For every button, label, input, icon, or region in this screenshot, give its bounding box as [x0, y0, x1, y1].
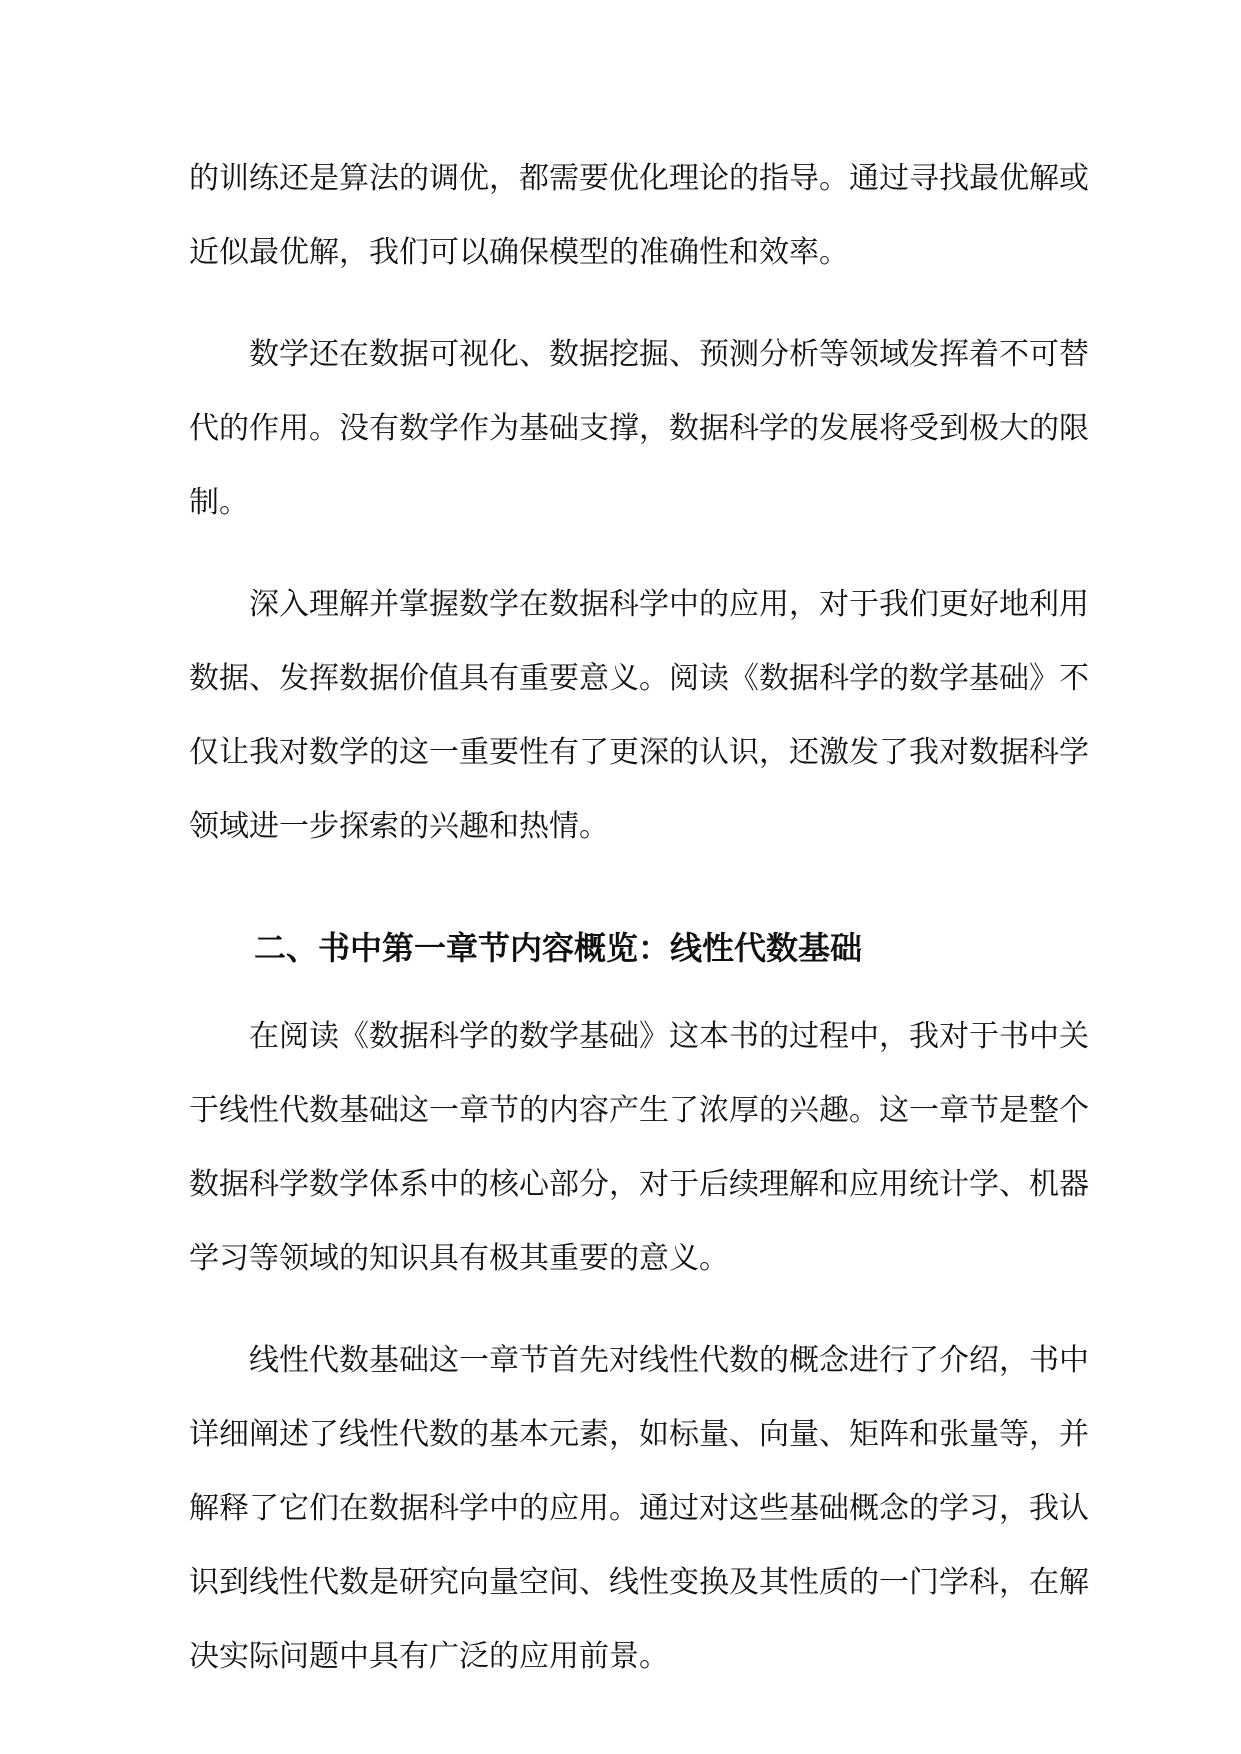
text-line: 代的作用。没有数学作为基础支撑，数据科学的发展将受到极大的限 — [189, 411, 1089, 446]
text-line: 识到线性代数是研究向量空间、线性变换及其性质的一门学科，在解 — [189, 1565, 1089, 1600]
text-line: 决实际问题中具有广泛的应用前景。 — [189, 1639, 669, 1674]
text-line: 数学还在数据可视化、数据挖掘、预测分析等领域发挥着不可替 — [249, 337, 1089, 372]
paragraph — [189, 1000, 1089, 1296]
text-line: 数据、发挥数据价值具有重要意义。阅读《数据科学的数学基础》不 — [189, 661, 1089, 696]
text-line: 仅让我对数学的这一重要性有了更深的认识，还激发了我对数据科学 — [189, 735, 1089, 770]
document-body — [189, 142, 1089, 1694]
text-line: 线性代数基础这一章节首先对线性代数的概念进行了介绍，书中 — [249, 1343, 1089, 1378]
text-line: 深入理解并掌握数学在数据科学中的应用，对于我们更好地利用 — [249, 587, 1089, 622]
text-line: 制。 — [189, 485, 249, 520]
section-heading: 二、书中第一章节内容概览：线性代数基础 — [254, 929, 863, 967]
text-line: 详细阐述了线性代数的基本元素，如标量、向量、矩阵和张量等，并 — [189, 1417, 1089, 1452]
paragraph — [189, 318, 1089, 540]
text-line: 的训练还是算法的调优，都需要优化理论的指导。通过寻找最优解或 — [189, 161, 1089, 196]
paragraph — [189, 142, 1089, 290]
paragraph — [189, 1324, 1089, 1694]
text-line: 在阅读《数据科学的数学基础》这本书的过程中，我对于书中关 — [249, 1019, 1089, 1054]
text-line: 领域进一步探索的兴趣和热情。 — [189, 809, 609, 844]
text-line: 学习等领域的知识具有极其重要的意义。 — [189, 1241, 729, 1276]
text-line: 解释了它们在数据科学中的应用。通过对这些基础概念的学习，我认 — [189, 1491, 1089, 1526]
text-line: 数据科学数学体系中的核心部分，对于后续理解和应用统计学、机器 — [189, 1167, 1089, 1202]
paragraph — [189, 568, 1089, 864]
text-line: 近似最优解，我们可以确保模型的准确性和效率。 — [189, 235, 849, 270]
text-line: 于线性代数基础这一章节的内容产生了浓厚的兴趣。这一章节是整个 — [189, 1093, 1089, 1128]
